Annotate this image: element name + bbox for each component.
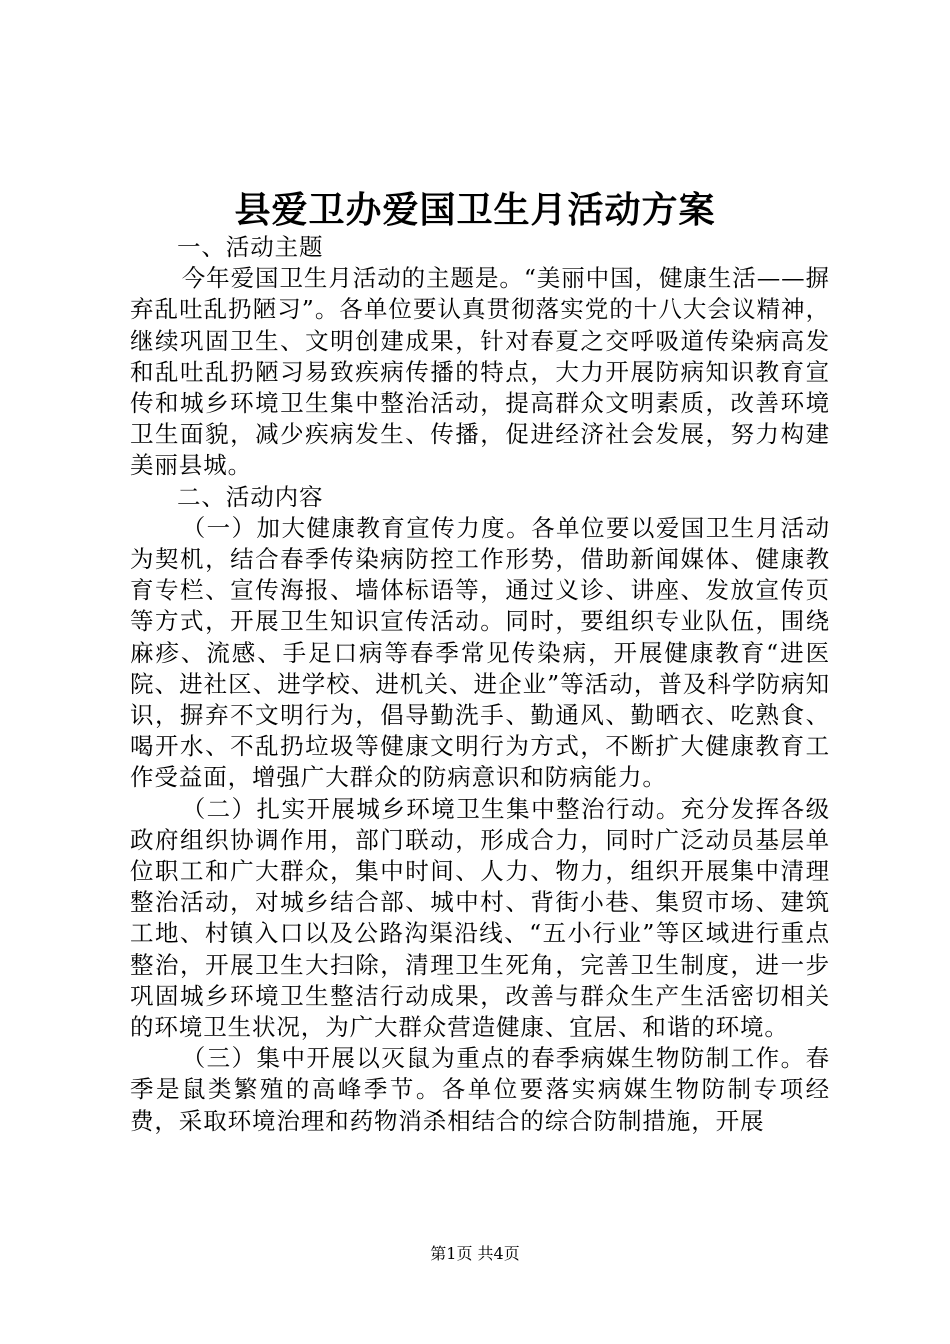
body-paragraph: （三）集中开展以灭鼠为重点的春季病媒生物防制工作。春季是鼠类繁殖的高峰季节。各单位要落实病媒生物防制专项经费，采取环境治理和药物消杀相结合的综合防制措施，开展 [130, 1044, 830, 1135]
body-paragraph: （二）扎实开展城乡环境卫生集中整治行动。充分发挥各级政府组织协调作用，部门联动，形成合力，同时广泛动员基层单位职工和广大群众，集中时间、人力、物力，组织开展集中清理整治活动，对城乡结合部、城中村、背街小巷、集贸市场、建筑工地、村镇入口以及公路沟渠沿线、“五小行业”等区域进行重点整治，开展卫生大扫除，清理卫生死角，完善卫生制度，进一步巩固城乡环境卫生整洁行动成果，改善与群众生产生活密切相关的环境卫生状况，为广大群众营造健康、宜居、和谐的环境。 [130, 794, 830, 1042]
body-paragraph: 今年爱国卫生月活动的主题是。“美丽中国，健康生活——摒弃乱吐乱扔陋习”。各单位要认真贯彻落实党的十八大会议精神，继续巩固卫生、文明创建成果，针对春夏之交呼吸道传染病高发和乱吐乱扔陋习易致疾病传播的特点，大力开展防病知识教育宣传和城乡环境卫生集中整治活动，提高群众文明素质，改善环境卫生面貌，减少疾病发生、传播，促进经济社会发展，努力构建美丽县城。 [130, 264, 830, 480]
section-heading: 一、活动主题 [177, 233, 324, 261]
body-paragraph: （一）加大健康教育宣传力度。各单位要以爱国卫生月活动为契机，结合春季传染病防控工作形势，借助新闻媒体、健康教育专栏、宣传海报、墙体标语等，通过义诊、讲座、发放宣传页等方式，开展卫生知识宣传活动。同时，要组织专业队伍，围绕麻疹、流感、手足口病等春季常见传染病，开展健康教育“进医院、进社区、进学校、进机关、进企业”等活动，普及科学防病知识，摒弃不文明行为，倡导勤洗手、勤通风、勤晒衣、吃熟食、喝开水、不乱扔垃圾等健康文明行为方式，不断扩大健康教育工作受益面，增强广大群众的防病意识和防病能力。 [130, 513, 830, 792]
page-number-footer: 第1页 共4页 [430, 1244, 520, 1263]
document-body [130, 232, 830, 1137]
section-heading: 二、活动内容 [177, 482, 324, 511]
document-title: 县爱卫办爱国卫生月活动方案 [234, 189, 716, 231]
